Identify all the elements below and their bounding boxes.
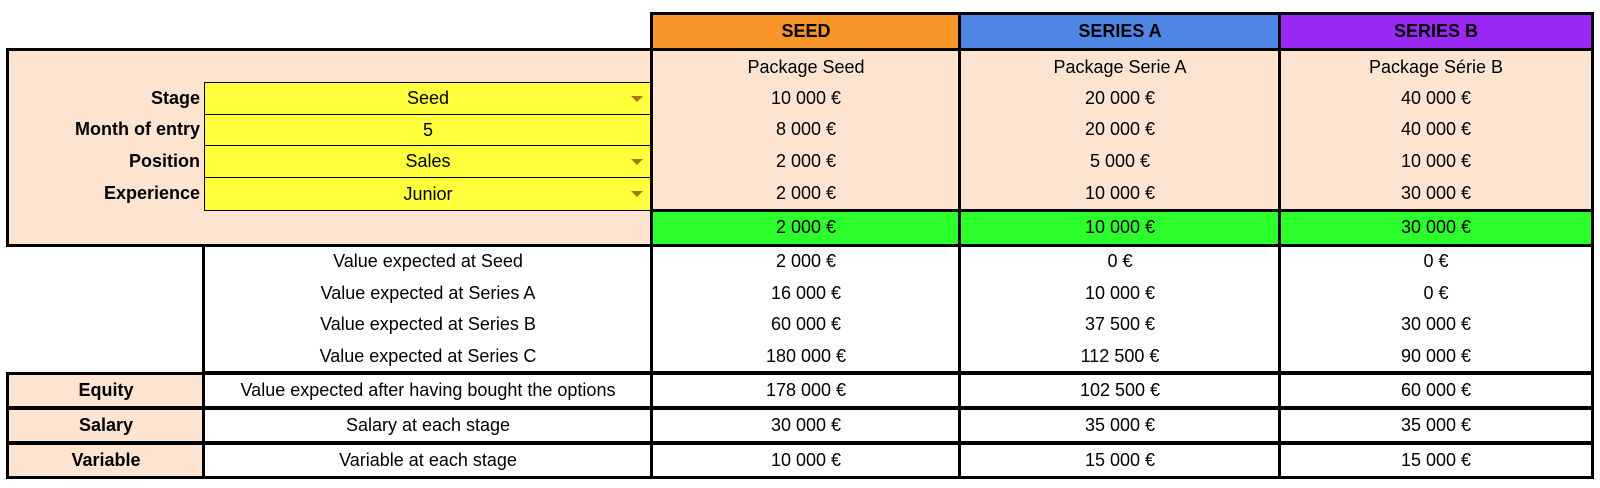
experience-dropdown[interactable] bbox=[204, 177, 652, 211]
package-value: 8 000 € bbox=[775, 119, 837, 139]
package-value: 40 000 € bbox=[1400, 88, 1472, 108]
summary-value: 178 000 € bbox=[765, 380, 847, 400]
expected-label: Value expected at Series C bbox=[319, 345, 537, 366]
totals-divider bbox=[650, 209, 1594, 212]
expected-value: 37 500 € bbox=[1084, 314, 1156, 334]
expected-label: Value expected at Seed bbox=[333, 251, 523, 271]
column-divider bbox=[958, 48, 961, 247]
column-divider bbox=[958, 244, 961, 374]
summary-value: 10 000 € bbox=[770, 450, 842, 470]
stage-value: Seed bbox=[406, 88, 450, 108]
expected-value: 10 000 € bbox=[1084, 282, 1156, 303]
column-divider bbox=[1278, 48, 1281, 247]
expected-value: 90 000 € bbox=[1400, 345, 1472, 366]
expected-value: 30 000 € bbox=[1400, 314, 1472, 334]
month-of-entry-field[interactable] bbox=[204, 114, 652, 146]
salary-label: Salary bbox=[8, 409, 204, 442]
chevron-down-icon[interactable] bbox=[631, 159, 643, 165]
package-name-series-a: Package Serie A bbox=[1053, 56, 1187, 77]
package-value: 20 000 € bbox=[1084, 88, 1156, 108]
summary-description: Variable at each stage bbox=[339, 450, 517, 470]
column-divider bbox=[650, 244, 653, 374]
column-divider bbox=[1278, 244, 1281, 374]
column-divider bbox=[1278, 12, 1281, 51]
package-name-series-b: Package Série B bbox=[1368, 56, 1504, 77]
stage-label: Stage bbox=[150, 87, 200, 108]
chevron-down-icon[interactable] bbox=[631, 96, 643, 102]
package-value: 10 000 € bbox=[770, 88, 842, 108]
summary-value: 102 500 € bbox=[1079, 380, 1161, 400]
variable-label: Variable bbox=[8, 444, 204, 477]
position-dropdown[interactable] bbox=[204, 145, 652, 178]
package-value: 30 000 € bbox=[1400, 182, 1472, 203]
expected-label: Value expected at Series B bbox=[320, 314, 536, 334]
expected-value: 0 € bbox=[1107, 251, 1133, 271]
month-of-entry-label: Month of entry bbox=[75, 119, 200, 139]
package-value: 10 000 € bbox=[1400, 150, 1472, 171]
summary-value: 30 000 € bbox=[770, 415, 842, 435]
expected-value: 0 € bbox=[1423, 282, 1449, 303]
stage-dropdown[interactable] bbox=[204, 82, 652, 115]
expected-value: 2 000 € bbox=[775, 251, 837, 271]
expected-value: 60 000 € bbox=[770, 314, 842, 334]
position-label: Position bbox=[129, 150, 200, 171]
summary-value: 15 000 € bbox=[1084, 450, 1156, 470]
expected-value: 0 € bbox=[1423, 251, 1449, 271]
package-value: 40 000 € bbox=[1400, 119, 1472, 139]
header-series-a: SERIES A bbox=[960, 14, 1280, 48]
package-value: 5 000 € bbox=[1089, 150, 1151, 171]
month-of-entry-value: 5 bbox=[422, 119, 433, 140]
package-total-series-a: 10 000 € bbox=[960, 211, 1280, 244]
equity-label: Equity bbox=[8, 374, 204, 407]
summary-description: Value expected after having bought the options bbox=[240, 380, 616, 400]
package-name-seed: Package Seed bbox=[747, 56, 865, 77]
expected-value: 112 500 € bbox=[1080, 345, 1160, 366]
column-divider bbox=[202, 372, 205, 479]
expected-label: Value expected at Series A bbox=[320, 282, 536, 303]
column-divider bbox=[650, 48, 653, 247]
header-series-b: SERIES B bbox=[1280, 14, 1592, 48]
column-divider bbox=[1278, 372, 1281, 479]
summary-value: 35 000 € bbox=[1400, 415, 1472, 435]
column-divider bbox=[958, 12, 961, 51]
chevron-down-icon[interactable] bbox=[631, 191, 643, 197]
summary-description: Salary at each stage bbox=[345, 415, 511, 435]
summary-value: 15 000 € bbox=[1400, 450, 1472, 470]
package-value: 2 000 € bbox=[775, 182, 837, 203]
summary-value: 35 000 € bbox=[1084, 415, 1156, 435]
expected-value: 180 000 € bbox=[765, 345, 847, 366]
package-value: 20 000 € bbox=[1084, 119, 1156, 139]
column-divider bbox=[958, 372, 961, 479]
package-value: 2 000 € bbox=[775, 150, 837, 171]
package-value: 10 000 € bbox=[1084, 182, 1156, 203]
position-value: Sales bbox=[405, 151, 451, 171]
expected-value: 16 000 € bbox=[770, 282, 842, 303]
package-total-series-b: 30 000 € bbox=[1280, 211, 1592, 244]
column-divider bbox=[650, 372, 653, 479]
experience-value: Junior bbox=[403, 183, 453, 204]
summary-value: 60 000 € bbox=[1400, 380, 1472, 400]
experience-label: Experience bbox=[103, 183, 200, 203]
header-seed: SEED bbox=[652, 14, 960, 48]
package-total-seed: 2 000 € bbox=[652, 211, 960, 244]
